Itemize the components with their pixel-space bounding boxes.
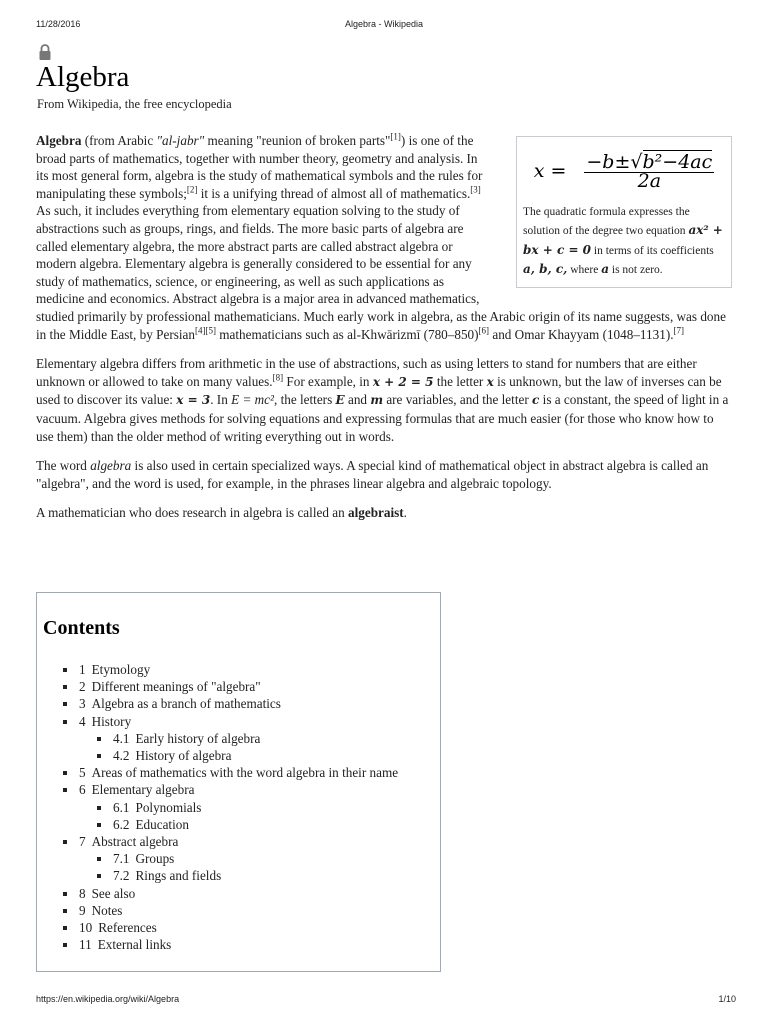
toc-item-number: 10 bbox=[79, 920, 93, 936]
toc-item-number: 4 bbox=[79, 713, 86, 729]
toc-item[interactable] bbox=[63, 816, 398, 833]
toc-item-label: Areas of mathematics with the word algebra in their name bbox=[91, 765, 399, 781]
toc-item-number: 4.1 bbox=[113, 730, 130, 746]
toc-item-label: History of algebra bbox=[135, 748, 232, 764]
toc-item[interactable] bbox=[63, 781, 398, 798]
toc-item-label: Different meanings of "algebra" bbox=[91, 679, 261, 695]
ref-link[interactable]: [2] bbox=[186, 184, 198, 195]
toc-item-number: 2 bbox=[79, 679, 86, 695]
print-url: https://en.wikipedia.org/wiki/Algebra bbox=[36, 994, 180, 1004]
toc-item-number: 9 bbox=[79, 902, 86, 918]
toc-item-label: Notes bbox=[91, 902, 123, 918]
toc-item-number: 4.2 bbox=[113, 748, 130, 764]
toc-item-label: External links bbox=[97, 937, 172, 953]
lock-icon bbox=[38, 44, 52, 61]
toc-item[interactable] bbox=[63, 936, 398, 953]
article-body bbox=[36, 132, 732, 534]
toc-item-number: 1 bbox=[79, 662, 86, 677]
paragraph-3: The word algebra is also used in certain specialized ways. A special kind of mathematical object in abstract algebra is called an "algebra", and the word is used, for example, in the phrases linear algebra and algebraic topology. bbox=[36, 458, 709, 491]
infobox-caption: The quadratic formula expresses the solution of the degree two equation ax² + bx + c = 0 in terms of its coefficients a, b, c, where a is not zero. bbox=[523, 206, 723, 276]
ref-link[interactable]: [8] bbox=[272, 372, 284, 383]
toc-item[interactable] bbox=[63, 850, 398, 867]
toc-item-label: See also bbox=[91, 885, 136, 901]
toc-item-label: Algebra as a branch of mathematics bbox=[91, 696, 281, 712]
page-number: 1/10 bbox=[718, 994, 736, 1004]
toc-item-number: 11 bbox=[79, 937, 92, 953]
toc-item[interactable] bbox=[63, 747, 398, 764]
quadratic-formula-image: x = $\frac{\text{−b±√b²−4ac}}{2a}$ bbox=[533, 150, 713, 192]
toc-item[interactable] bbox=[63, 919, 398, 936]
toc-item-number: 7.2 bbox=[113, 868, 130, 884]
toc-item-label: Elementary algebra bbox=[91, 782, 195, 798]
toc-item[interactable] bbox=[63, 730, 398, 747]
toc-item[interactable] bbox=[63, 867, 398, 884]
toc-item[interactable] bbox=[63, 902, 398, 919]
toc-item[interactable] bbox=[63, 661, 398, 678]
paragraph-2: Elementary algebra differs from arithmetic in the use of abstractions, such as using letters to stand for numbers that are either unknown or allowed to take on many values.[8] For example, in x + 2 = 5 the letter x is unknown, but the law of inverses can be used to discover its value: x = 3. In E = mc², the letters E and m are variables, and the letter c is a constant, the speed of light in a vacuum. Algebra gives methods for solving equations and expressing formulas that are much easier (for those who know how to use them) than the older method of writing everything out in words. bbox=[36, 356, 729, 444]
toc-list bbox=[63, 661, 398, 953]
toc-item[interactable] bbox=[63, 799, 398, 816]
toc-item[interactable] bbox=[63, 678, 398, 695]
toc-item-label: Early history of algebra bbox=[135, 730, 261, 746]
toc-item-label: Abstract algebra bbox=[91, 834, 179, 850]
toc-item-label: Education bbox=[135, 816, 189, 832]
toc-item-number: 8 bbox=[79, 885, 86, 901]
toc-item[interactable] bbox=[63, 885, 398, 902]
toc-title: Contents bbox=[43, 617, 120, 639]
print-date: 11/28/2016 bbox=[36, 19, 81, 29]
ref-link[interactable]: [3] bbox=[470, 184, 481, 195]
toc-item-number: 6.2 bbox=[113, 816, 130, 832]
toc-item-number: 5 bbox=[79, 765, 86, 781]
table-of-contents bbox=[36, 592, 441, 972]
toc-item-label: Rings and fields bbox=[135, 868, 222, 884]
toc-item[interactable] bbox=[63, 764, 398, 781]
toc-item-label: Groups bbox=[135, 851, 175, 867]
paragraph-4: A mathematician who does research in algebra is called an algebraist. bbox=[36, 505, 407, 521]
toc-item[interactable] bbox=[63, 713, 398, 730]
toc-item-number: 6 bbox=[79, 782, 86, 798]
toc-item-number: 3 bbox=[79, 696, 86, 712]
tagline: From Wikipedia, the free encyclopedia bbox=[37, 97, 232, 111]
toc-item-label: Etymology bbox=[91, 662, 151, 677]
infobox bbox=[516, 136, 732, 288]
toc-item-label: Polynomials bbox=[135, 799, 202, 815]
toc-item[interactable] bbox=[63, 833, 398, 850]
toc-item-number: 7.1 bbox=[113, 851, 130, 867]
toc-item[interactable] bbox=[63, 695, 398, 712]
ref-link[interactable]: [7] bbox=[673, 325, 685, 336]
toc-item-number: 6.1 bbox=[113, 799, 130, 815]
ref-link[interactable]: [1] bbox=[390, 131, 401, 142]
toc-item-label: History bbox=[91, 713, 132, 729]
ref-link[interactable]: [4][5] bbox=[194, 325, 216, 336]
intro-paragraph: Algebra (from Arabic "al-jabr" meaning "reunion of broken parts"[1]) is one of the broad parts of mathematics, together with number theory, geometry and analysis. In its most general form, algebra is the study of mathematical symbols and the rules for manipulating these symbols;[2] it is a unifying thread of almost all of mathematics.[3] As such, it includes everything from elementary equation solving to the study of abstractions such as groups, rings, and fields. The more basic parts of algebra are called elementary algebra, the more abstract parts are called abstract algebra or modern algebra. Elementary algebra is generally considered to be essential for any study of mathematics, science, or engineering, as well as such applications as medicine and economics. Abstract algebra is a major area in advanced mathematics, studied primarily by professional mathematicians. Much early work in algebra, as the Arabic origin of its name suggests, was done in the Middle East, by Persian[4][5] mathematicians such as al-Khwārizmī (780–850)[6] and Omar Khayyam (1048–1131).[7] bbox=[36, 131, 726, 342]
toc-item-label: References bbox=[98, 920, 157, 936]
page-title: Algebra bbox=[36, 61, 130, 93]
ref-link[interactable]: [6] bbox=[478, 325, 490, 336]
toc-item-number: 7 bbox=[79, 834, 86, 850]
print-title: Algebra - Wikipedia bbox=[344, 19, 424, 29]
